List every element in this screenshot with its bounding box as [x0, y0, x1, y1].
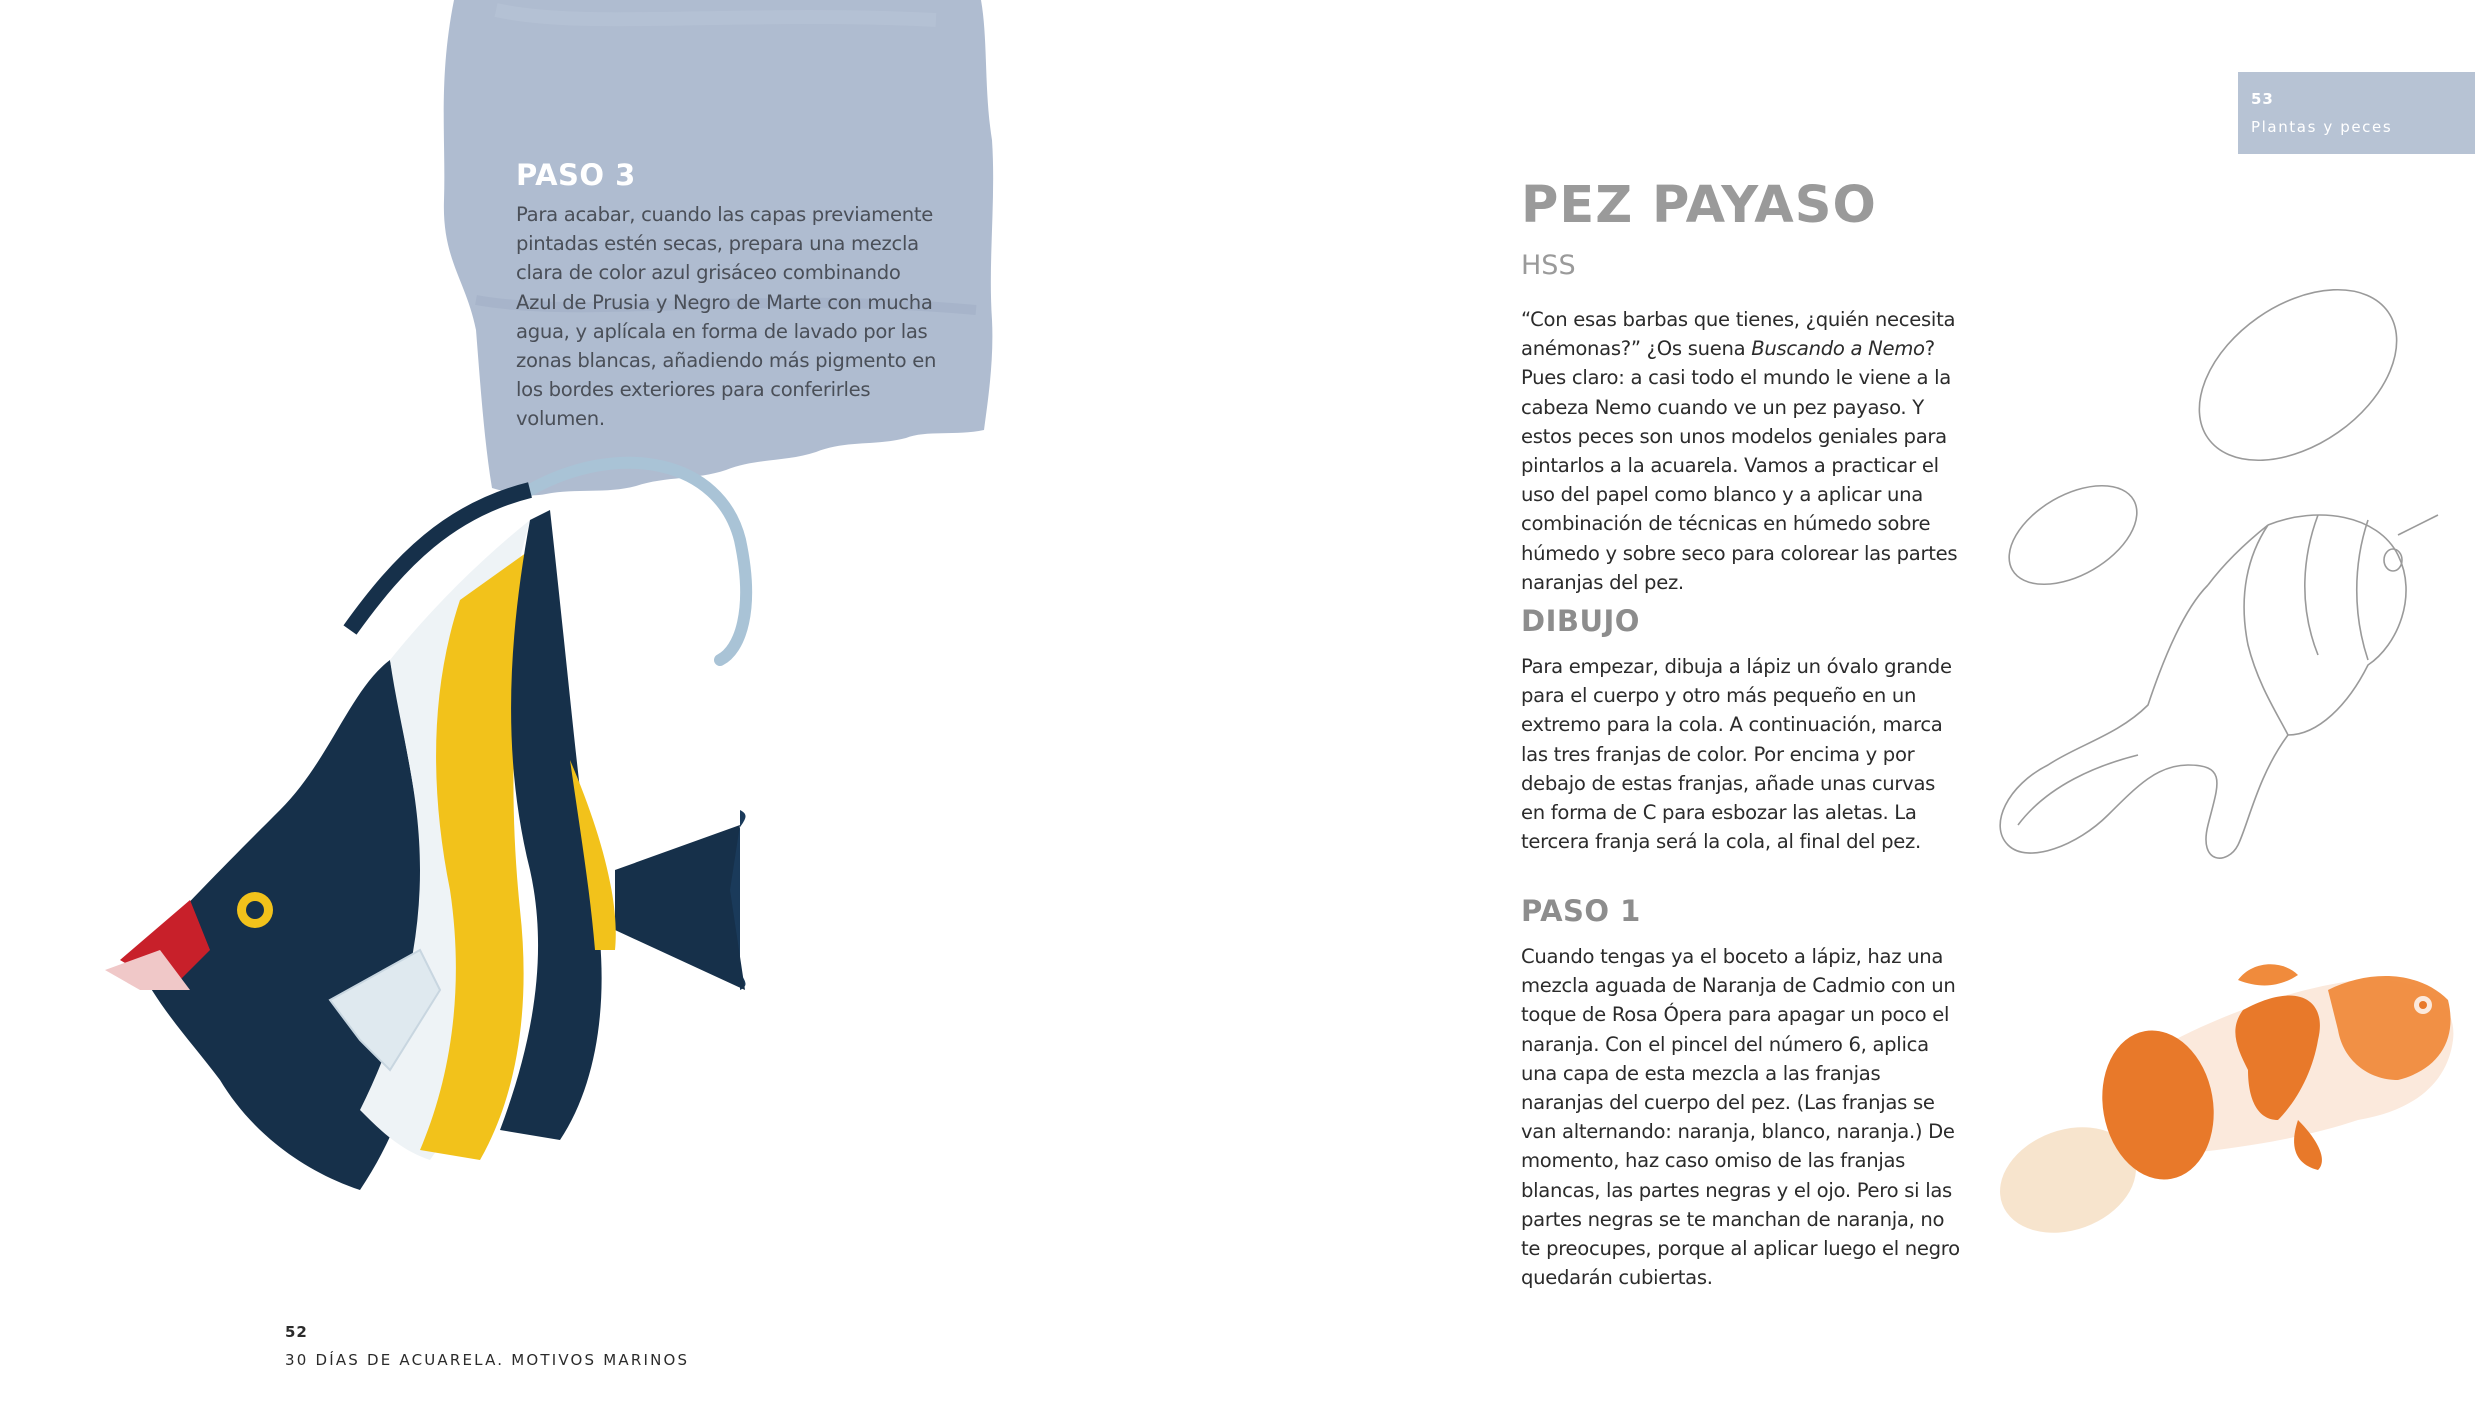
dibujo-paragraph: Para empezar, dibuja a lápiz un óvalo grande para el cuerpo y otro más pequeño en un extremo para la cola. A continuación, marca las tres franjas de color. Por encima y por debajo de estas franjas, añade unas curvas en forma de C para esbozar las aletas. La tercera franja será la cola, al final del pez. — [1521, 655, 1952, 854]
watercolor-clownfish-illustration — [1998, 950, 2468, 1270]
page-subtitle: HSS — [1521, 250, 1576, 281]
left-page — [0, 0, 1237, 1425]
page-title: PEZ PAYASO — [1521, 176, 1877, 235]
folio-left — [285, 1323, 689, 1369]
section-tab — [2238, 72, 2475, 154]
intro-text-end: ? Pues claro: a casi todo el mundo le viene a la cabeza Nemo cuando ve un pez payaso. Y estos peces son unos modelos geniales para pintarlos a la acuarela. Vamos a practicar el uso del papel como blanco y a aplicar una combinación de técnicas en húmedo sobre húmedo y sobre seco para colorear las partes naranjas del pez. — [1521, 337, 1958, 594]
dibujo-heading: DIBUJO — [1521, 604, 1640, 638]
paso1-paragraph: Cuando tengas ya el boceto a lápiz, haz una mezcla aguada de Naranja de Cadmio con un toque de Rosa Ópera para apagar un poco el naranja. Con el pincel del número 6, aplica una capa de esta mezcla a las franjas naranjas del cuerpo del pez. (Las franjas se van alternando: naranja, blanco, naranja.) De momento, haz caso omiso de las franjas blancas, las partes negras y el ojo. Pero si las partes negras se te manchan de naranja, no te preocupes, porque al aplicar luego el negro quedarán cubiertas. — [1521, 945, 1960, 1290]
page-number-right: 53 — [2251, 90, 2274, 108]
moorish-idol-fish-illustration — [100, 430, 960, 1230]
intro-text-start: “Con esas barbas que tienes, ¿quién necesita anémonas?” ¿Os suena — [1521, 308, 1956, 361]
pencil-sketch-clownfish-illustration — [1988, 265, 2468, 905]
running-book-title: 30 DÍAS DE ACUARELA. MOTIVOS MARINOS — [285, 1351, 690, 1369]
paso3-paragraph: Para acabar, cuando las capas previamente pintadas estén secas, prepara una mezcla clara de color azul grisáceo combinando Azul de Prusia y Negro de Marte con mucha agua, y aplícala en forma de lavado por las zonas blancas, añadiendo más pigmento en los bordes exteriores para conferirles volumen. — [516, 203, 937, 431]
paso1-heading: PASO 1 — [1521, 894, 1641, 928]
page-number-left: 52 — [285, 1323, 308, 1341]
intro-italic-title: Buscando a Nemo — [1751, 337, 1925, 361]
right-page — [1238, 0, 2475, 1425]
intro-paragraph — [1521, 305, 1961, 597]
paso3-heading: PASO 3 — [516, 158, 636, 192]
section-label: Plantas y peces — [2251, 118, 2393, 136]
